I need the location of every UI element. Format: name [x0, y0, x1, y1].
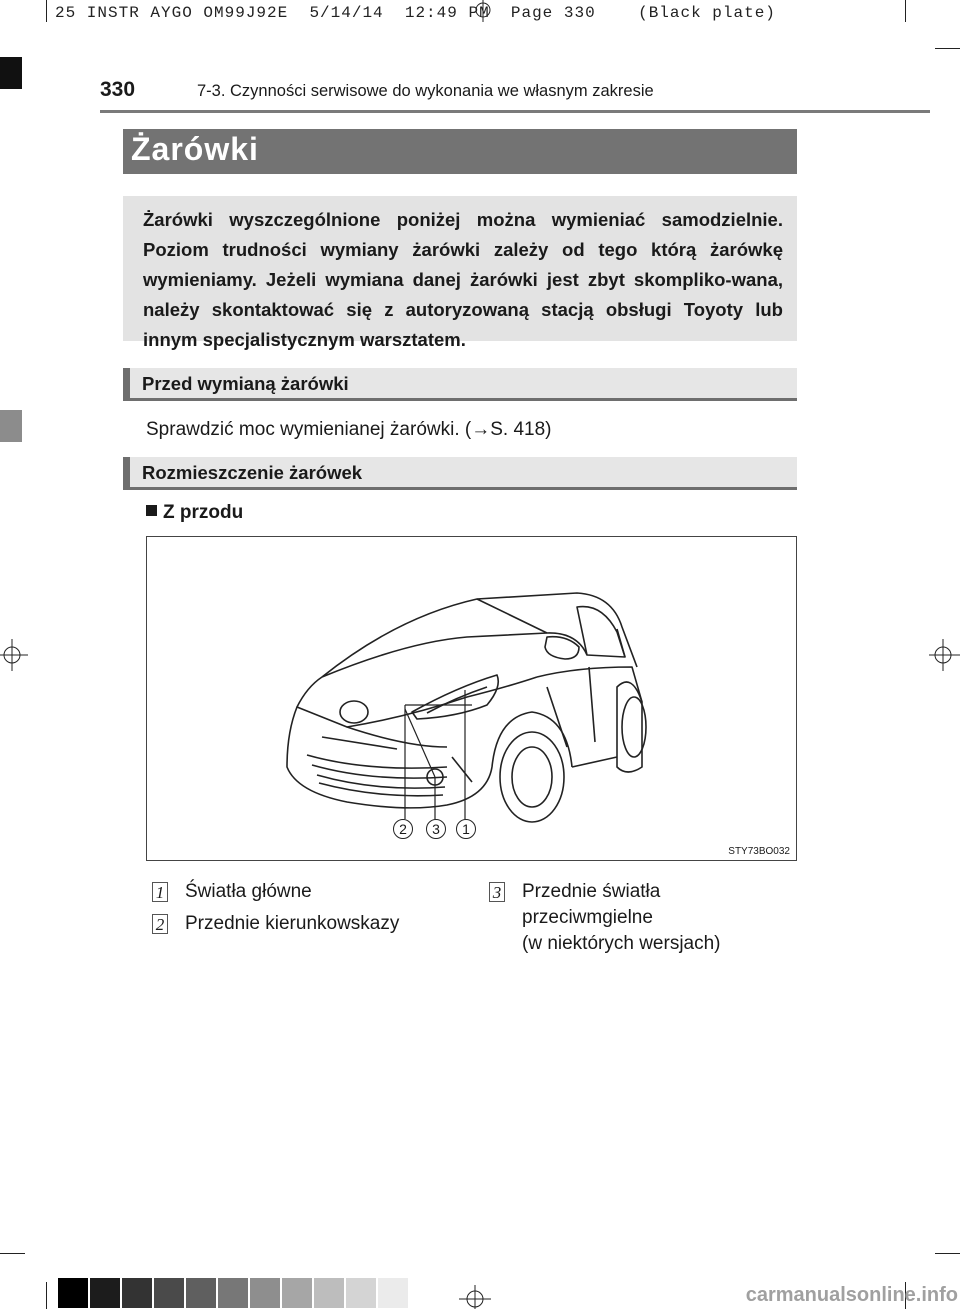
color-swatch — [58, 1278, 88, 1308]
color-swatch — [314, 1278, 344, 1308]
color-swatch — [218, 1278, 248, 1308]
color-swatch — [282, 1278, 312, 1308]
page-number: 330 — [100, 78, 136, 101]
crop-mark — [0, 1253, 25, 1254]
registration-mark — [468, 0, 498, 22]
legend-item-2 — [152, 911, 452, 937]
registration-mark — [0, 635, 30, 675]
color-swatch — [250, 1278, 280, 1308]
color-swatch — [122, 1278, 152, 1308]
subheading-label: Rozmieszczenie żarówek — [142, 462, 363, 483]
legend-label-line: (w niektórych wersjach) — [522, 933, 721, 954]
crop-mark — [46, 0, 47, 22]
legend-number: 3 — [489, 882, 505, 902]
color-swatch — [346, 1278, 376, 1308]
callout-1: 1 — [456, 819, 476, 839]
legend-label-line: przeciwmgielne — [522, 907, 653, 928]
watermark: carmanualsonline.info — [745, 1284, 958, 1306]
print-slug: 25 INSTR AYGO OM99J92E 5/14/14 12:49 PM Page 330 (Black plate) — [55, 4, 776, 22]
figure-code: STY73BO032 — [728, 846, 790, 857]
color-swatch — [90, 1278, 120, 1308]
legend-number: 1 — [152, 882, 168, 902]
header-rule — [100, 110, 930, 113]
title-bar — [123, 129, 797, 174]
registration-mark — [455, 1285, 495, 1309]
chapter-tab — [0, 57, 22, 89]
section-title: 7-3. Czynności serwisowe do wykonania we własnym zakresie — [197, 82, 654, 100]
subheading-before-replacement — [123, 368, 797, 401]
callout-3: 3 — [426, 819, 446, 839]
page-title: Żarówki — [131, 131, 259, 167]
legend-label: Przednie kierunkowskazy — [185, 913, 400, 934]
crop-mark — [935, 48, 960, 49]
crop-mark — [935, 1253, 960, 1254]
subheading-marker — [123, 368, 130, 401]
crop-mark — [905, 0, 906, 22]
registration-mark — [925, 635, 960, 675]
subheading-marker — [123, 457, 130, 490]
chapter-tab-gray — [0, 410, 22, 442]
intro-text: Żarówki wyszczególnione poniżej można wymieniać samodzielnie. Poziom trudności wymiany żarówki zależy od tego którą żarówkę wymieniamy. Jeżeli wymiana danej żarówki jest zbyt skompliko-wana, należy skontaktować się z autoryzowaną stacją obsługi Toyoty lub innym specjalistycznym warsztatem. — [143, 209, 783, 350]
front-heading-label: Z przodu — [163, 502, 244, 523]
square-bullet-icon — [146, 505, 157, 516]
car-front-figure — [146, 536, 797, 861]
legend-item-1 — [152, 879, 452, 905]
color-swatch — [154, 1278, 184, 1308]
crop-mark — [46, 1282, 47, 1309]
subheading-bulb-layout — [123, 457, 797, 490]
legend-item-3 — [489, 879, 789, 959]
car-illustration — [147, 537, 795, 859]
legend-label — [522, 879, 721, 957]
intro-box — [123, 196, 797, 350]
subheading-label: Przed wymianą żarówki — [142, 373, 349, 394]
before-replacement-text: Sprawdzić moc wymienianej żarówki. (→S. 418) — [146, 419, 552, 440]
front-heading — [146, 502, 243, 524]
legend-number: 2 — [152, 914, 168, 934]
color-swatch — [378, 1278, 408, 1308]
legend-label-line: Przednie światła — [522, 881, 661, 902]
legend-label: Światła główne — [185, 881, 312, 902]
callout-2: 2 — [393, 819, 413, 839]
color-swatch — [186, 1278, 216, 1308]
